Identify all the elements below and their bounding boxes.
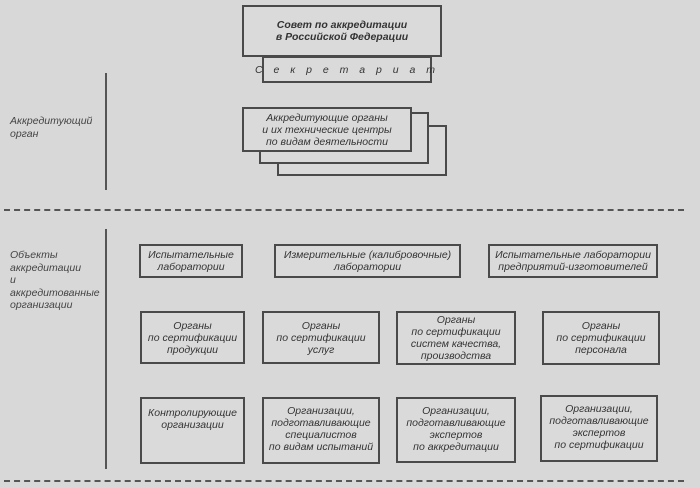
council-box	[242, 5, 442, 57]
controlling-organizations-box: Контролирующие организации	[140, 397, 245, 464]
product-certification-box: Органы по сертификации продукции	[140, 311, 245, 364]
accreditation-experts-training-box: Организации, подготавливающие экспертов по аккредитации	[396, 397, 516, 463]
certification-experts-training-box: Организации, подготавливающие экспертов по сертификации	[540, 395, 658, 462]
accrediting-bodies-box: Аккредитующие органы и их технические центры по видам деятельности	[242, 107, 412, 152]
secretariat-box	[254, 56, 440, 83]
manufacturer-labs-box: Испытательные лаборатории предприятий-изготовителей	[488, 244, 658, 278]
quality-system-certification-box: Органы по сертификации систем качества, производства	[396, 311, 516, 365]
testing-labs-box: Испытательные лаборатории	[139, 244, 243, 278]
testing-specialists-training-box: Организации, подготавливающие специалистов по видам испытаний	[262, 397, 380, 464]
calibration-labs-box: Измерительные (калибровочные) лаборатории	[274, 244, 461, 278]
section-divider-bottom	[4, 480, 684, 482]
personnel-certification-box: Органы по сертификации персонала	[542, 311, 660, 365]
objects-divider	[105, 229, 107, 469]
accrediting-divider	[105, 73, 107, 190]
objects-label: Объекты аккредитации и аккредитованные организации	[10, 249, 100, 311]
council-line-2: в Российской Федерации	[275, 31, 409, 43]
service-certification-box: Органы по сертификации услуг	[262, 311, 380, 364]
secretariat-label: С е к р е т а р и а т	[254, 63, 440, 76]
section-divider-top	[4, 209, 684, 211]
council-line-1: Совет по аккредитации	[276, 19, 408, 31]
accrediting-body-label: Аккредитующий орган	[10, 115, 93, 140]
